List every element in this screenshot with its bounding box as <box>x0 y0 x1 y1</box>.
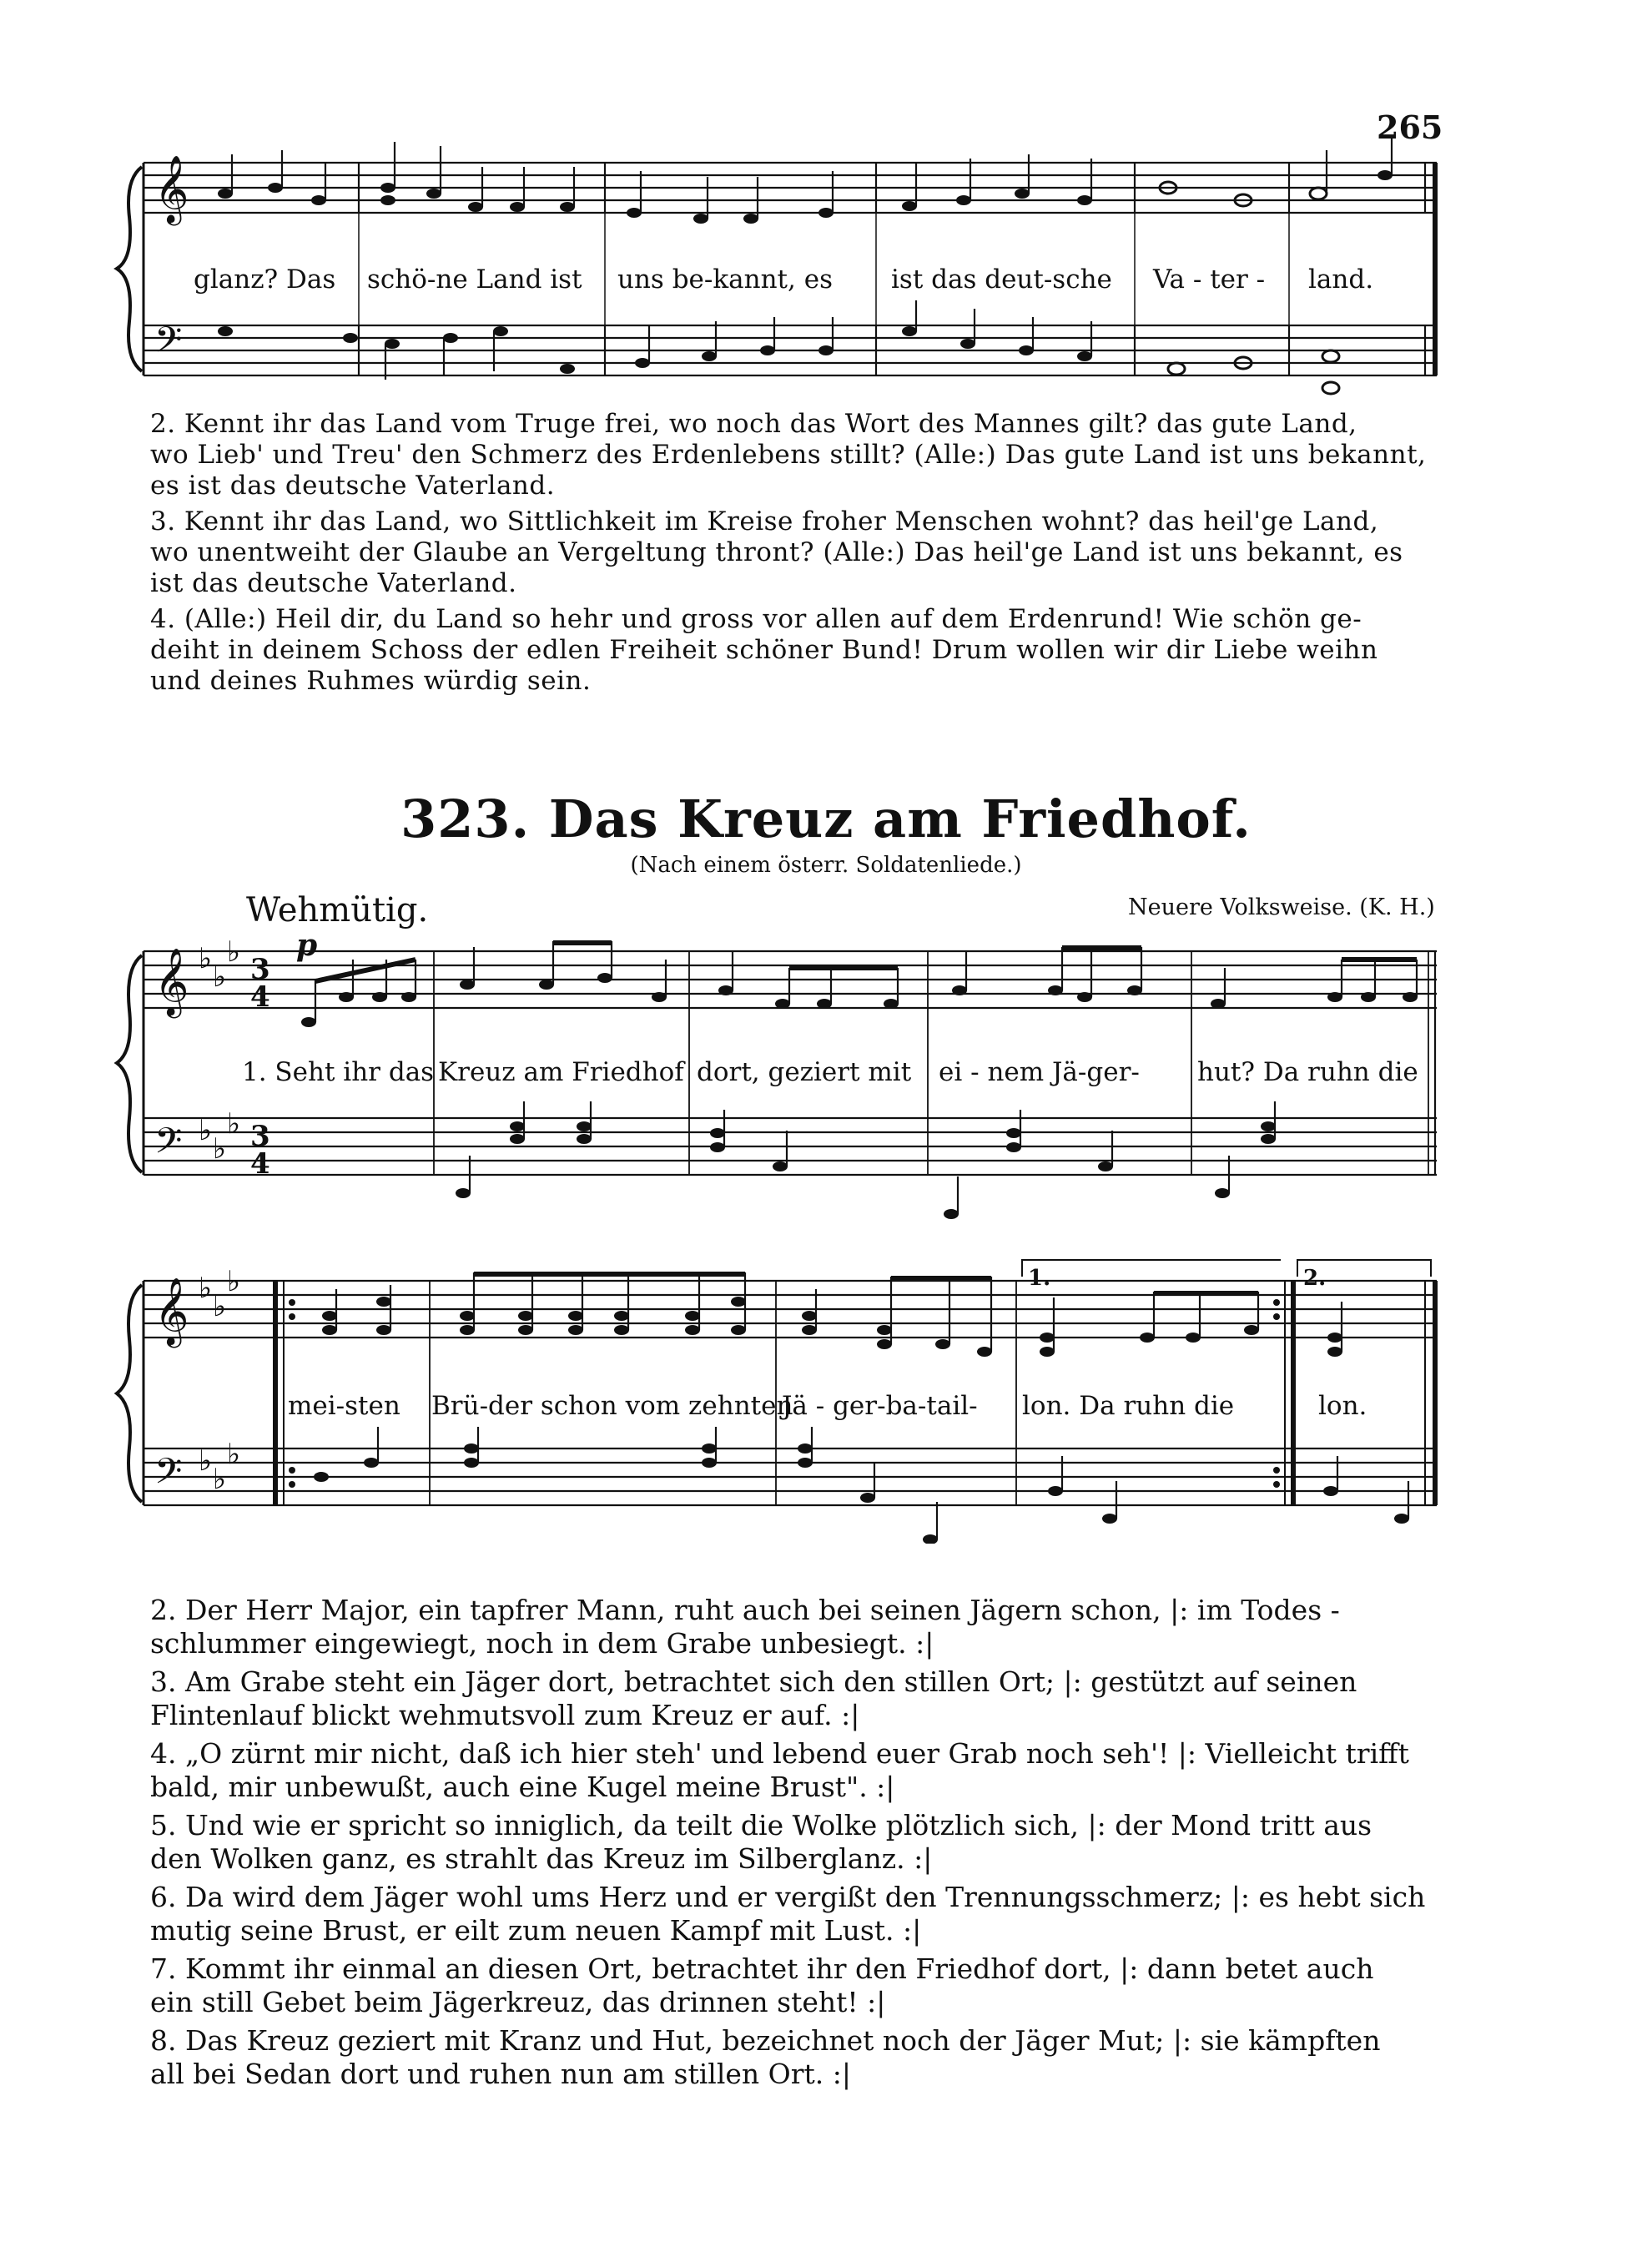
verse-line: schlummer eingewiegt, noch in dem Grabe unbesiegt. :| <box>150 1627 934 1660</box>
music-system-2 <box>0 1252 1652 1544</box>
time-sig-top: 3 <box>250 953 270 986</box>
svg-text:𝄢: 𝄢 <box>154 320 183 370</box>
svg-text:𝄢: 𝄢 <box>154 1121 183 1171</box>
lyric: lon. <box>1318 1391 1367 1421</box>
verse-line: deiht in deinem Schoss der edlen Freiheit schöner Bund! Drum wollen wir dir Liebe weihn <box>150 635 1378 665</box>
verse-line: 2. Kennt ihr das Land vom Truge frei, wo noch das Wort des Mannes gilt? das gute Land, <box>150 409 1357 439</box>
svg-text:𝄞: 𝄞 <box>154 154 189 223</box>
svg-text:♭: ♭ <box>199 942 213 975</box>
verse-line: wo unentweiht der Glaube an Vergeltung thront? (Alle:) Das heil'ge Land ist uns bekannt, es <box>150 537 1403 567</box>
svg-text:♭: ♭ <box>199 1272 213 1305</box>
svg-text:𝄞: 𝄞 <box>154 947 189 1015</box>
time-sig-bottom: 4 <box>250 1147 270 1181</box>
svg-text:𝄢: 𝄢 <box>154 1451 183 1501</box>
lyric: lon. Da ruhn die <box>1022 1391 1235 1421</box>
lyric: land. <box>1308 265 1374 295</box>
verse-line: 4. (Alle:) Heil dir, du Land so hehr und gross vor allen auf dem Erdenrund! Wie schön ge- <box>150 604 1362 634</box>
svg-text:♭: ♭ <box>213 1132 227 1166</box>
svg-text:♭: ♭ <box>227 1107 241 1141</box>
verse-line: 3. Kennt ihr das Land, wo Sittlichkeit im Kreise froher Menschen wohnt? das heil'ge Land, <box>150 506 1379 537</box>
lyric: dort, geziert mit <box>697 1057 912 1087</box>
tempo-marking: Wehmütig. <box>246 891 429 930</box>
verse-line: 2. Der Herr Major, ein tapfrer Mann, ruht auch bei seinen Jägern schon, |: im Todes - <box>150 1594 1340 1626</box>
song-verses <box>150 1594 1448 2091</box>
time-sig-top: 3 <box>250 1120 270 1153</box>
lyric: mei-sten <box>288 1391 400 1421</box>
svg-text:♭: ♭ <box>227 1438 241 1471</box>
lyric: 1. Seht ihr das <box>242 1057 435 1087</box>
verse-line: 5. Und wie er spricht so inniglich, da teilt die Wolke plötzlich sich, |: der Mond tritt aus <box>150 1809 1372 1841</box>
svg-text:♭: ♭ <box>199 1444 213 1478</box>
svg-text:♭: ♭ <box>213 1463 227 1496</box>
time-sig-bottom: 4 <box>250 980 270 1014</box>
lyric: uns be-kannt, es <box>617 265 833 295</box>
verse-line: wo Lieb' und Treu' den Schmerz des Erdenlebens stillt? (Alle:) Das gute Land ist uns bekannt, <box>150 440 1427 470</box>
svg-text:♭: ♭ <box>213 1290 227 1323</box>
verse-line: 4. „O zürnt mir nicht, daß ich hier steh' und lebend euer Grab noch seh'! |: Vielleicht trifft <box>150 1737 1409 1770</box>
composer-credit: Neuere Volksweise. (K. H.) <box>1128 894 1435 920</box>
verse-line: den Wolken ganz, es strahlt das Kreuz im Silberglanz. :| <box>150 1842 933 1875</box>
verse-line: ein still Gebet beim Jägerkreuz, das drinnen steht! :| <box>150 1986 886 2018</box>
top-song-verses <box>150 409 1448 697</box>
verse-line: bald, mir unbewußt, auch eine Kugel meine Brust". :| <box>150 1771 895 1803</box>
svg-text:♭: ♭ <box>227 1265 241 1298</box>
svg-text:♭: ♭ <box>227 935 241 969</box>
lyric: Jä - ger-ba-tail- <box>782 1391 978 1421</box>
lyric: Brü-der schon vom zehnten <box>431 1391 793 1421</box>
lyric: Kreuz am Friedhof <box>438 1057 684 1087</box>
verse-line: 8. Das Kreuz geziert mit Kranz und Hut, bezeichnet noch der Jäger Mut; |: sie kämpften <box>150 2024 1381 2057</box>
verse-line: all bei Sedan dort und ruhen nun am stillen Ort. :| <box>150 2058 851 2090</box>
svg-text:♭: ♭ <box>213 960 227 994</box>
verse-line: 7. Kommt ihr einmal an diesen Ort, betrachtet ihr den Friedhof dort, |: dann betet auch <box>150 1952 1374 1985</box>
verse-line: und deines Ruhmes würdig sein. <box>150 666 592 696</box>
volta-label: 2. <box>1303 1266 1327 1291</box>
music-system-1 <box>0 926 1652 1227</box>
page-number: 265 <box>1377 108 1443 146</box>
verse-line: mutig seine Brust, er eilt zum neuen Kampf mit Lust. :| <box>150 1914 922 1947</box>
verse-line: 6. Da wird dem Jäger wohl ums Herz und er vergißt den Trennungsschmerz; |: es hebt sich <box>150 1881 1426 1913</box>
song-title: 323. Das Kreuz am Friedhof. <box>400 788 1252 849</box>
verse-line: es ist das deutsche Vaterland. <box>150 471 556 501</box>
svg-text:𝄞: 𝄞 <box>154 1277 189 1345</box>
lyric: ist das deut-sche <box>891 265 1112 295</box>
lyric: ei - nem Jä-ger- <box>939 1057 1140 1087</box>
lyric: hut? Da ruhn die <box>1197 1057 1418 1087</box>
lyric: Va - ter - <box>1153 265 1266 295</box>
verse-line: ist das deutsche Vaterland. <box>150 568 517 598</box>
dynamic-marking: p <box>296 928 318 963</box>
volta-label: 1. <box>1028 1266 1051 1291</box>
lyric: schö-ne Land ist <box>367 265 582 295</box>
verse-line: 3. Am Grabe steht ein Jäger dort, betrachtet sich den stillen Ort; |: gestützt auf seinen <box>150 1665 1357 1698</box>
verse-line: Flintenlauf blickt wehmutsvoll zum Kreuz er auf. :| <box>150 1699 860 1731</box>
song-subtitle: (Nach einem österr. Soldatenliede.) <box>630 853 1022 878</box>
svg-text:♭: ♭ <box>199 1114 213 1147</box>
lyric: glanz? Das <box>194 265 336 295</box>
